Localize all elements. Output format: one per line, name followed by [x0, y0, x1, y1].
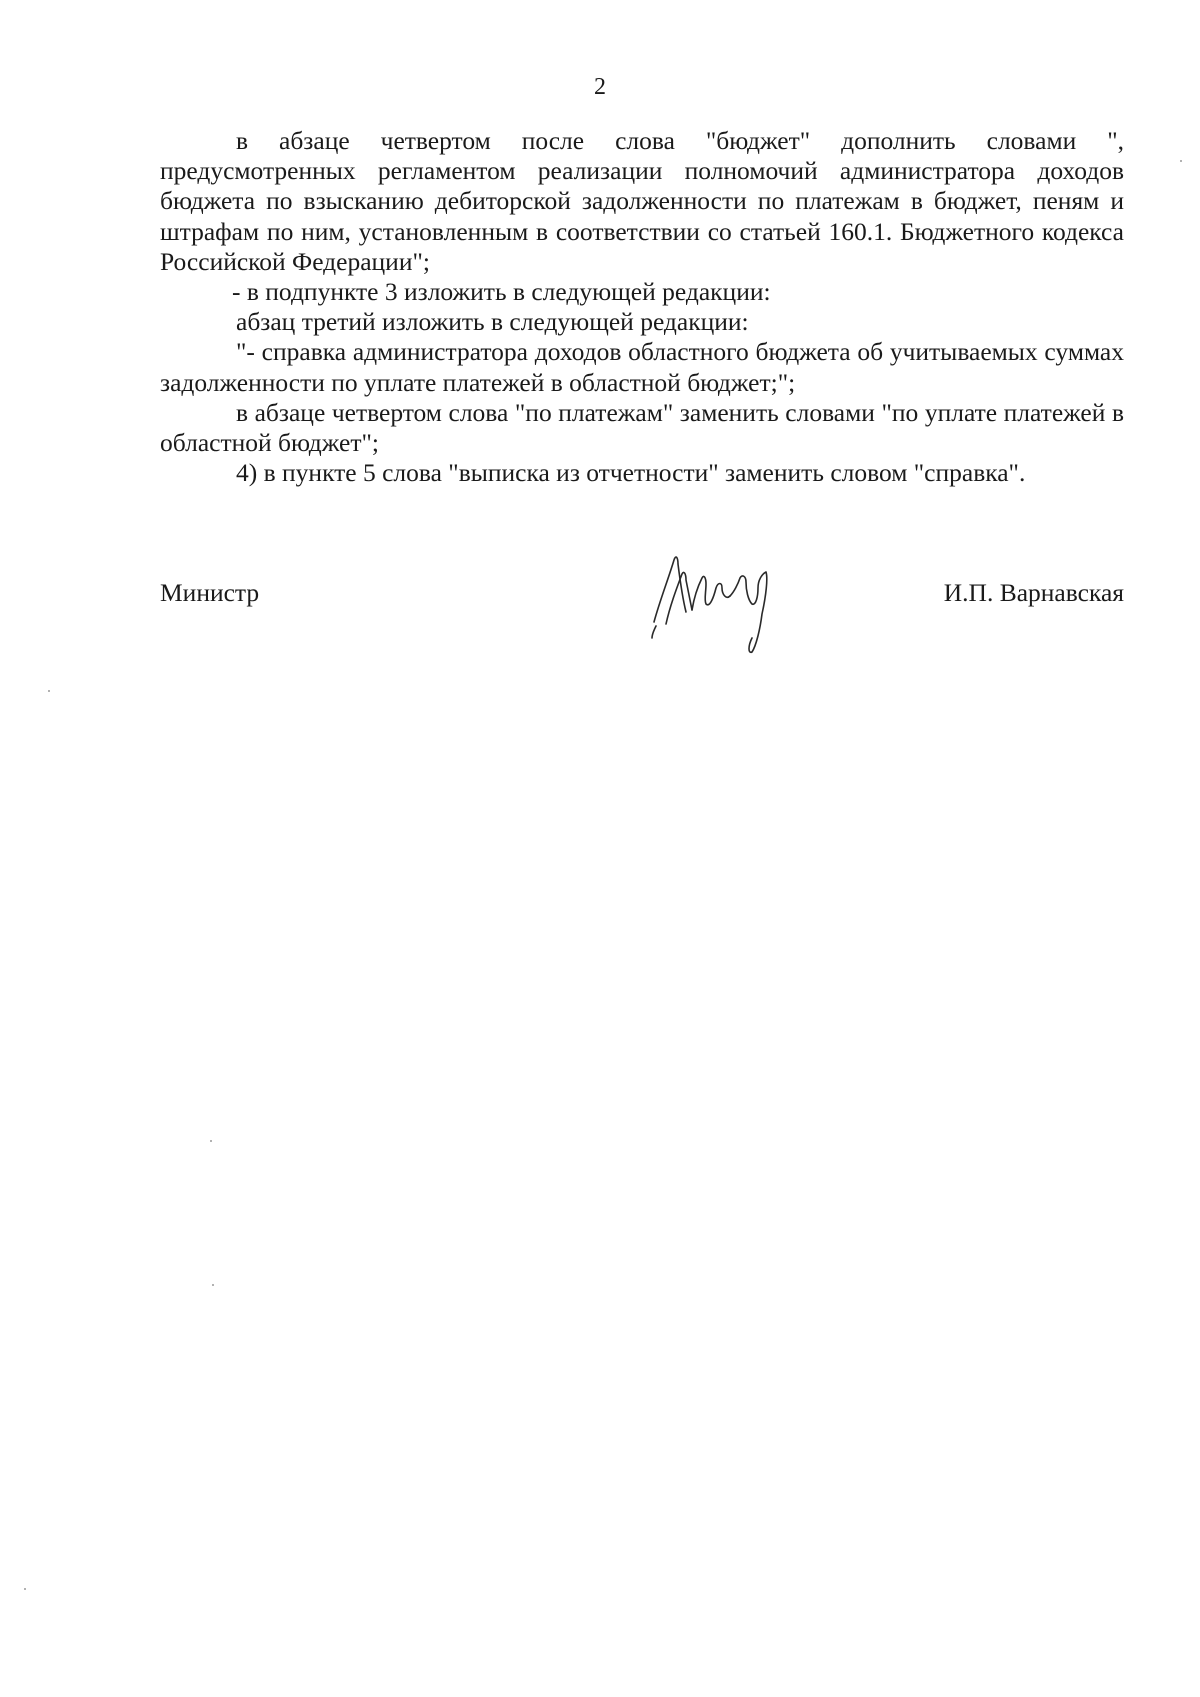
scan-speck — [210, 1140, 212, 1142]
page-number: 2 — [594, 74, 606, 100]
paragraph-4: "- справка администратора доходов областного бюджета об учитываемых суммах задолженности по уплате платежей в областной бюджет;"; — [160, 337, 1124, 397]
scan-speck — [212, 1284, 214, 1286]
scan-speck — [48, 690, 50, 692]
signer-name: И.П. Варнавская — [943, 578, 1124, 607]
signer-title: Министр — [160, 578, 260, 607]
paragraph-1: в абзаце четвертом после слова "бюджет" дополнить словами ", предусмотренных регламентом реализации полномочий администратора доходов бюджета по взысканию дебиторской задолженности по платежам в бюджет, пеням и штрафам по ним, установленным в соответствии со статьей 160.1. Бюджетного кодекса Российской Федерации"; — [160, 126, 1124, 276]
handwritten-signature — [640, 530, 800, 670]
paragraph-3: абзац третий изложить в следующей редакции: — [236, 307, 749, 337]
scan-speck — [1180, 160, 1182, 162]
paragraph-2: - в подпункте 3 изложить в следующей редакции: — [232, 277, 771, 307]
paragraph-6: 4) в пункте 5 слова "выписка из отчетности" заменить словом "справка". — [236, 458, 1026, 488]
paragraph-5: в абзаце четвертом слова "по платежам" заменить словами "по уплате платежей в областной бюджет"; — [160, 397, 1124, 458]
scan-speck — [24, 1588, 26, 1590]
document-body — [160, 126, 1124, 488]
